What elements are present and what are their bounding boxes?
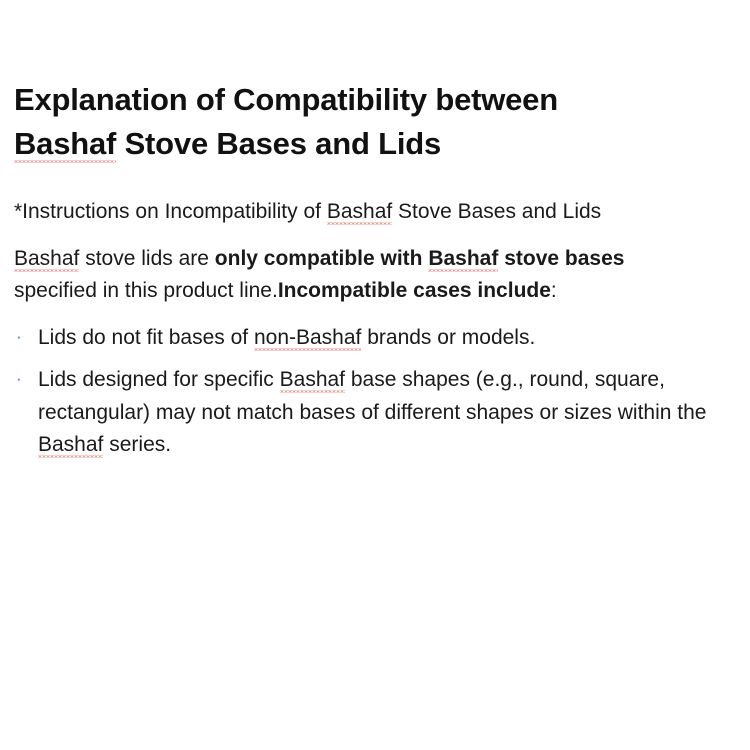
- bullet-1-prefix: Lids do not fit bases of: [38, 325, 254, 349]
- note-prefix: *Instructions on Incompatibility of: [14, 200, 327, 224]
- page-title: [14, 78, 710, 166]
- paragraph-misspelled-word-1: Bashaf: [14, 246, 80, 270]
- bullet-2-prefix: Lids designed for specific: [38, 368, 280, 392]
- list-item: [14, 322, 710, 355]
- bullet-2-middle: base shapes (e.g., round, square, rectangular) may not match bases of different shapes or sizes within the: [38, 368, 707, 424]
- paragraph-segment-6: specified in this product line.: [14, 279, 278, 303]
- paragraph-segment-2: stove lids are: [79, 246, 215, 270]
- note-suffix: Stove Bases and Lids: [392, 200, 602, 224]
- bullet-marker-icon: ·: [16, 369, 22, 389]
- instructions-note: [14, 196, 710, 229]
- paragraph-misspelled-word-2: Bashaf: [428, 246, 499, 270]
- list-item: [14, 364, 710, 462]
- bullet-1-misspelled-word: non-Bashaf: [253, 325, 362, 349]
- compatibility-paragraph: [14, 243, 710, 308]
- title-line-1: Explanation of Compatibility between: [14, 82, 558, 117]
- bullet-2-suffix: series.: [103, 433, 172, 457]
- note-misspelled-word: Bashaf: [326, 200, 393, 224]
- bullet-marker-icon: ·: [16, 326, 22, 346]
- paragraph-bold-segment-3: only compatible with: [214, 246, 429, 270]
- title-line-2-rest: Stove Bases and Lids: [116, 126, 442, 162]
- title-word-bashaf: Bashaf: [14, 126, 117, 162]
- bullet-1-suffix: brands or models.: [361, 325, 536, 349]
- incompatible-cases-list: [14, 322, 710, 462]
- paragraph-bold-segment-5: stove bases: [498, 246, 625, 270]
- bullet-2-misspelled-word-2: Bashaf: [38, 433, 104, 457]
- bullet-2-misspelled-word-1: Bashaf: [279, 368, 346, 392]
- paragraph-segment-8: :: [550, 279, 557, 303]
- paragraph-bold-segment-7: Incompatible cases include: [277, 279, 551, 303]
